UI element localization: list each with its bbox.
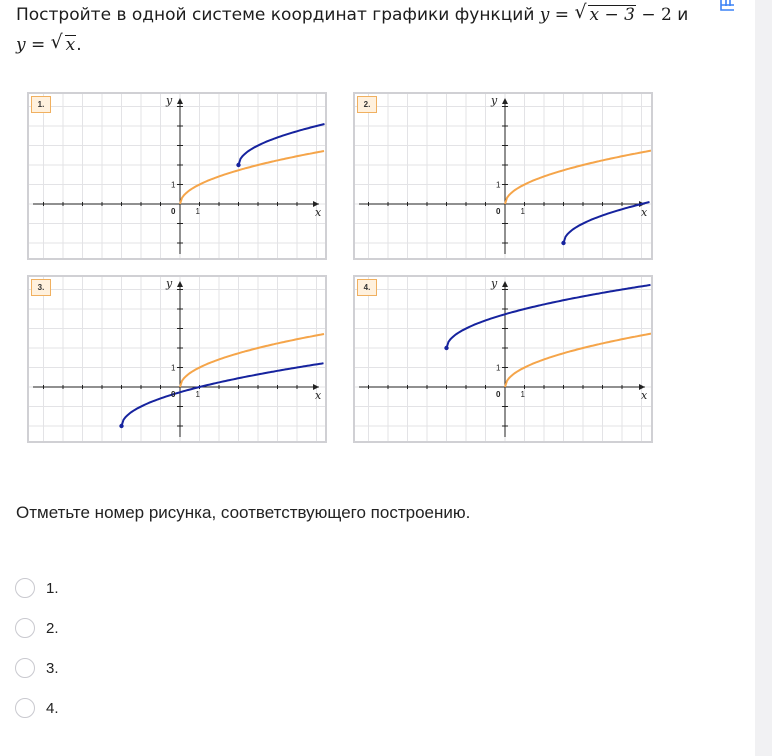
curve-shifted bbox=[122, 363, 324, 426]
grid bbox=[355, 277, 651, 441]
axes bbox=[33, 281, 319, 437]
graph-svg bbox=[355, 94, 651, 258]
origin-label: 0 bbox=[496, 207, 501, 216]
question-text: Постройте в одной системе координат графики функций y = √ x − 3 − 2 и y = √ x. bbox=[16, 1, 689, 55]
origin-label: 0 bbox=[171, 207, 176, 216]
prompt-text: Отметьте номер рисунка, соответствующего построению. bbox=[16, 503, 471, 522]
figure-3 bbox=[27, 275, 327, 443]
graph-svg bbox=[29, 277, 325, 441]
figure-number: 1. bbox=[31, 96, 51, 113]
axis-y-label: y bbox=[166, 277, 173, 290]
option-label: 3. bbox=[46, 659, 59, 677]
tick-x-label: 1 bbox=[520, 207, 525, 216]
axis-x-label: x bbox=[315, 206, 322, 219]
option-4[interactable] bbox=[15, 696, 59, 720]
curve-sqrt-x bbox=[505, 151, 651, 204]
curve-sqrt-x bbox=[180, 334, 324, 387]
tick-y-label: 1 bbox=[171, 180, 176, 190]
radio-button[interactable] bbox=[15, 658, 35, 678]
axis-y-label: y bbox=[491, 94, 498, 107]
tick-x-label: 1 bbox=[520, 390, 525, 399]
figure-2 bbox=[353, 92, 653, 260]
axis-y-label: y bbox=[166, 94, 173, 107]
curve-shifted bbox=[447, 285, 651, 348]
option-label: 2. bbox=[46, 619, 59, 637]
origin-label: 0 bbox=[496, 390, 501, 399]
radio-button[interactable] bbox=[15, 698, 35, 718]
curve-start-point bbox=[444, 346, 448, 350]
axis-x-label: x bbox=[641, 389, 648, 402]
option-label: 4. bbox=[46, 699, 59, 717]
curve-start-point bbox=[561, 241, 565, 245]
option-label: 1. bbox=[46, 579, 59, 597]
option-3[interactable] bbox=[15, 656, 59, 680]
figure-number: 3. bbox=[31, 279, 51, 296]
tick-y-label: 1 bbox=[496, 180, 501, 190]
figure-number: 4. bbox=[357, 279, 377, 296]
origin-label: 0 bbox=[171, 390, 176, 399]
grid bbox=[29, 277, 325, 441]
radio-button[interactable] bbox=[15, 618, 35, 638]
axis-y-label: y bbox=[491, 277, 498, 290]
tick-x-label: 1 bbox=[195, 207, 200, 216]
curve-shifted bbox=[564, 202, 650, 243]
option-2[interactable] bbox=[15, 616, 59, 640]
figure-1 bbox=[27, 92, 327, 260]
grid bbox=[355, 94, 651, 258]
grid bbox=[29, 94, 325, 258]
tick-y-label: 1 bbox=[171, 363, 176, 373]
axes bbox=[33, 98, 319, 254]
tick-x-label: 1 bbox=[195, 390, 200, 399]
tick-y-label: 1 bbox=[496, 363, 501, 373]
figure-number: 2. bbox=[357, 96, 377, 113]
figure-4 bbox=[353, 275, 653, 443]
axis-x-label: x bbox=[315, 389, 322, 402]
curve-sqrt-x bbox=[180, 151, 324, 204]
radio-button[interactable] bbox=[15, 578, 35, 598]
curve-sqrt-x bbox=[505, 334, 651, 387]
curve-start-point bbox=[236, 163, 240, 167]
graph-svg bbox=[29, 94, 325, 258]
option-1[interactable] bbox=[15, 576, 59, 600]
axis-x-label: x bbox=[641, 206, 648, 219]
curve-start-point bbox=[119, 424, 123, 428]
graph-svg bbox=[355, 277, 651, 441]
